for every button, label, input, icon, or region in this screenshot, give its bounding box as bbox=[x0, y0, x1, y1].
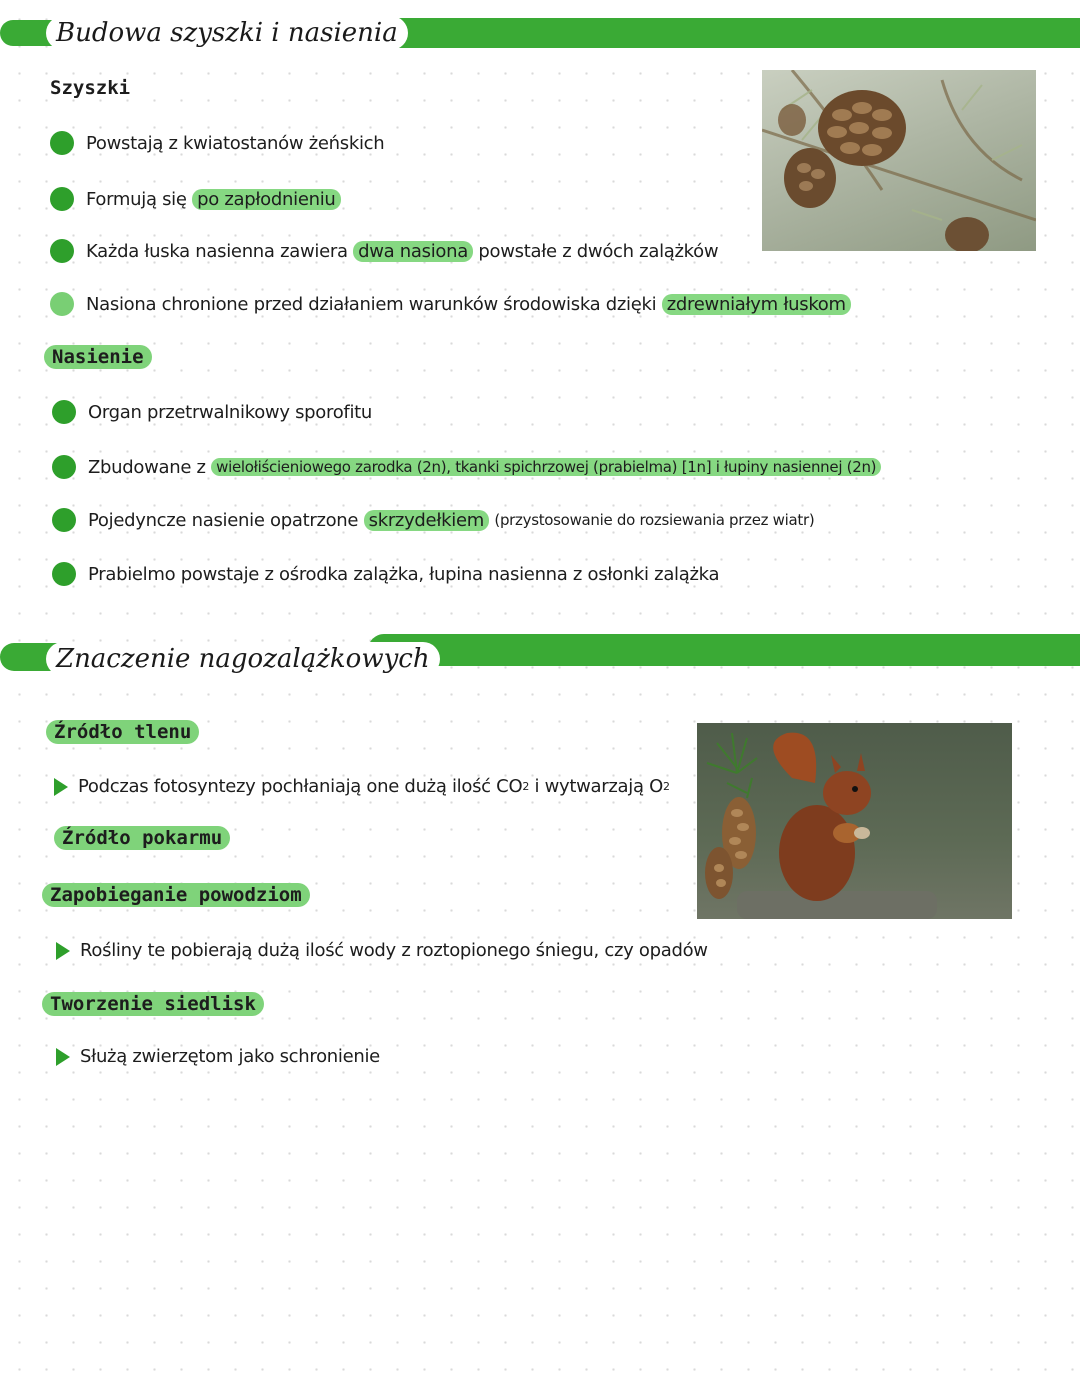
squirrel-photo bbox=[697, 723, 1012, 919]
arrow-bullet-icon bbox=[56, 942, 70, 960]
bullet-dot-icon bbox=[50, 239, 74, 263]
label-zrodlo-tlenu: Źródło tlenu bbox=[46, 720, 199, 744]
list-item: Rośliny te pobierają dużą ilość wody z roztopionego śniegu, czy opadów bbox=[56, 940, 708, 961]
list-item: Podczas fotosyntezy pochłaniają one dużą ilość CO 2 i wytwarzają O 2 bbox=[54, 776, 670, 797]
highlight: wielołiścieniowego zarodka (2n), tkanki spichrzowej (prabielma) [1n] i łupiny nasiennej (2n) bbox=[211, 458, 881, 476]
list-item: Nasiona chronione przed działaniem warunków środowiska dzięki zdrewniałym łuskom bbox=[50, 292, 851, 316]
highlight: dwa nasiona bbox=[353, 241, 473, 262]
label-tworzenie-siedlisk: Tworzenie siedlisk bbox=[42, 992, 264, 1016]
bullet-dot-icon bbox=[52, 562, 76, 586]
header-bar-right bbox=[368, 634, 1080, 666]
list-item: Prabielmo powstaje z ośrodka zalążka, łupina nasienna z osłonki zalążka bbox=[52, 562, 719, 586]
section-title-budowa: Budowa szyszki i nasienia bbox=[46, 16, 408, 50]
highlight: zdrewniałym łuskom bbox=[662, 294, 851, 315]
bullet-dot-icon bbox=[50, 292, 74, 316]
list-item: Organ przetrwalnikowy sporofitu bbox=[52, 400, 372, 424]
header-bar-right bbox=[365, 18, 1080, 48]
arrow-bullet-icon bbox=[54, 778, 68, 796]
highlight: po zapłodnieniu bbox=[192, 189, 340, 210]
pinecone-photo bbox=[762, 70, 1036, 251]
list-item: Powstają z kwiatostanów żeńskich bbox=[50, 131, 384, 155]
list-item: Każda łuska nasienna zawiera dwa nasiona powstałe z dwóch zalążków bbox=[50, 239, 718, 263]
bullet-dot-icon bbox=[50, 131, 74, 155]
list-item: Służą zwierzętom jako schronienie bbox=[56, 1046, 380, 1067]
highlight: skrzydełkiem bbox=[364, 510, 489, 531]
list-item: Pojedyncze nasienie opatrzone skrzydełkiem (przystosowanie do rozsiewania przez wiatr) bbox=[52, 508, 814, 532]
pinecone-icon bbox=[762, 70, 1036, 251]
arrow-bullet-icon bbox=[56, 1048, 70, 1066]
label-zapobieganie-powodziom: Zapobieganie powodziom bbox=[42, 883, 310, 907]
list-item: Zbudowane z wielołiścieniowego zarodka (2n), tkanki spichrzowej (prabielma) [1n] i łupiny nasiennej (2n) bbox=[52, 455, 881, 479]
squirrel-icon bbox=[697, 723, 1012, 919]
list-item: Formują się po zapłodnieniu bbox=[50, 187, 341, 211]
section-title-znaczenie: Znaczenie nagozalążkowych bbox=[46, 642, 440, 676]
bullet-dot-icon bbox=[52, 455, 76, 479]
label-zrodlo-pokarmu: Źródło pokarmu bbox=[54, 826, 230, 850]
bullet-dot-icon bbox=[50, 187, 74, 211]
bullet-dot-icon bbox=[52, 400, 76, 424]
bullet-dot-icon bbox=[52, 508, 76, 532]
label-szyszki: Szyszki bbox=[50, 77, 131, 99]
label-nasienie: Nasienie bbox=[44, 345, 152, 369]
